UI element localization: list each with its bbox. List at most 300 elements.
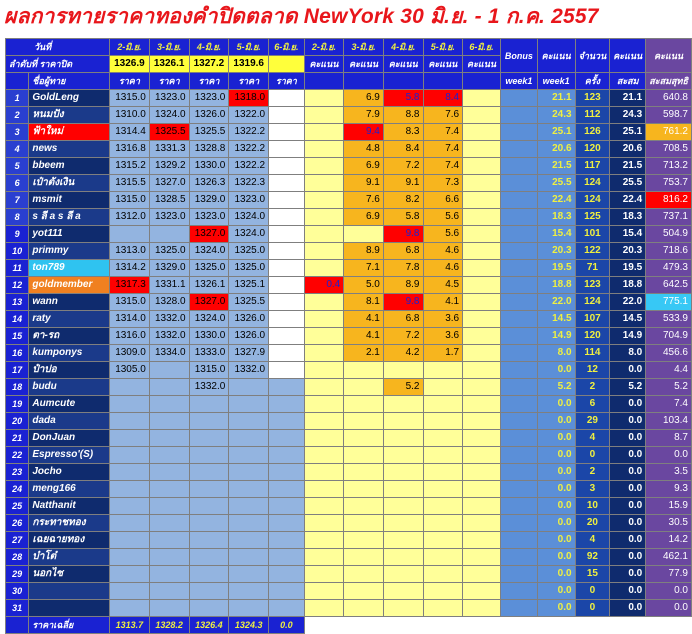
score-cell: [383, 430, 423, 447]
score-cell: [423, 600, 463, 617]
date-header: 6-มิ.ย.: [269, 39, 305, 56]
price-cell: 1330.0: [189, 328, 229, 345]
average-value: 1313.7: [110, 617, 150, 634]
accum-cell: 25.1: [610, 124, 646, 141]
score-cell: [304, 583, 344, 600]
price-cell: [269, 124, 305, 141]
score-cell: 0.4: [304, 277, 344, 294]
player-name: นอกไซ: [29, 566, 110, 583]
week-score-cell: 18.8: [537, 277, 575, 294]
accum-cell: 0.0: [610, 362, 646, 379]
price-cell: [189, 498, 229, 515]
total-cell: 504.9: [646, 226, 692, 243]
score-cell: [344, 464, 384, 481]
count-cell: 124: [575, 294, 610, 311]
price-cell: [229, 396, 269, 413]
player-row: [6, 192, 692, 209]
player-row: [6, 396, 692, 413]
price-cell: 1328.0: [149, 294, 189, 311]
price-cell: 1323.0: [189, 209, 229, 226]
score-cell: [344, 583, 384, 600]
closing-price: [269, 56, 305, 73]
price-cell: 1328.5: [149, 192, 189, 209]
score-cell: [463, 260, 501, 277]
price-cell: [229, 379, 269, 396]
score-cell: [304, 549, 344, 566]
player-row: [6, 345, 692, 362]
bonus-cell: [500, 515, 537, 532]
price-cell: 1322.2: [229, 158, 269, 175]
score-cell: [304, 413, 344, 430]
accum-cell: 15.4: [610, 226, 646, 243]
price-cell: [110, 583, 150, 600]
player-name: เฉยฉายทอง: [29, 532, 110, 549]
total-cell: 0.0: [646, 600, 692, 617]
price-cell: [149, 532, 189, 549]
price-sub-header: ราคา: [149, 73, 189, 90]
accum-cell: 14.9: [610, 328, 646, 345]
price-cell: 1314.4: [110, 124, 150, 141]
price-cell: 1327.0: [149, 175, 189, 192]
price-cell: [269, 447, 305, 464]
price-cell: [110, 532, 150, 549]
score-cell: [463, 90, 501, 107]
score-cell: 8.4: [423, 90, 463, 107]
total-cell: 8.7: [646, 430, 692, 447]
count-cell: 10: [575, 498, 610, 515]
total-cell: 103.4: [646, 413, 692, 430]
score-cell: 1.7: [423, 345, 463, 362]
player-row: [6, 430, 692, 447]
total-cell: 737.1: [646, 209, 692, 226]
score-cell: [304, 532, 344, 549]
price-cell: [110, 430, 150, 447]
score-sub-header: คะแนน: [344, 56, 384, 73]
score-cell: [304, 243, 344, 260]
score-cell: [304, 515, 344, 532]
row-number: 7: [6, 192, 29, 209]
player-row: [6, 362, 692, 379]
player-name: หนมปัง: [29, 107, 110, 124]
score-cell: [304, 464, 344, 481]
price-cell: [149, 498, 189, 515]
accum-cell: 0.0: [610, 430, 646, 447]
player-row: [6, 141, 692, 158]
score-cell: 7.6: [344, 192, 384, 209]
price-cell: [149, 515, 189, 532]
score-cell: [463, 600, 501, 617]
score-cell: [304, 345, 344, 362]
score-cell: [344, 226, 384, 243]
price-cell: 1325.5: [149, 124, 189, 141]
bonus-cell: [500, 311, 537, 328]
score-sub-header: คะแนน: [463, 56, 501, 73]
count-cell: 92: [575, 549, 610, 566]
row-number: 28: [6, 549, 29, 566]
week-score-cell: 0.0: [537, 549, 575, 566]
bonus-cell: [500, 277, 537, 294]
accum-cell: 0.0: [610, 566, 646, 583]
score-cell: 7.2: [383, 328, 423, 345]
score-cell: [423, 583, 463, 600]
week-score-cell: 24.3: [537, 107, 575, 124]
price-cell: [269, 362, 305, 379]
week-score-cell: 0.0: [537, 447, 575, 464]
score-cell: [344, 396, 384, 413]
count-cell: 2: [575, 464, 610, 481]
score-cell: [463, 345, 501, 362]
score-cell: [383, 532, 423, 549]
player-name: กระทาชทอง: [29, 515, 110, 532]
bonus-cell: [500, 243, 537, 260]
price-cell: 1324.0: [229, 226, 269, 243]
accum-cell: 22.4: [610, 192, 646, 209]
score-cell: [463, 175, 501, 192]
accum-cell: 0.0: [610, 600, 646, 617]
week-score-cell: 18.3: [537, 209, 575, 226]
week-score-cell: 21.5: [537, 158, 575, 175]
price-cell: [110, 481, 150, 498]
count-cell: 0: [575, 583, 610, 600]
total-cell: 456.6: [646, 345, 692, 362]
score-cell: 6.8: [383, 243, 423, 260]
row-number: 21: [6, 430, 29, 447]
score-cell: [463, 209, 501, 226]
score-cell: 6.6: [423, 192, 463, 209]
price-cell: 1322.2: [229, 141, 269, 158]
bonus-cell: [500, 413, 537, 430]
accum-header: คะแนน: [610, 39, 646, 73]
row-number: 1: [6, 90, 29, 107]
accum-cell: 0.0: [610, 447, 646, 464]
score-cell: 4.2: [383, 345, 423, 362]
bonus-cell: [500, 328, 537, 345]
bonus-cell: [500, 481, 537, 498]
player-row: [6, 532, 692, 549]
price-cell: [269, 141, 305, 158]
total-cell: 5.2: [646, 379, 692, 396]
price-cell: 1326.0: [229, 328, 269, 345]
row-number: 25: [6, 498, 29, 515]
price-sub-header: ราคา: [189, 73, 229, 90]
date-header: 3-มิ.ย.: [344, 39, 384, 56]
score-cell: [463, 464, 501, 481]
score-cell: [304, 226, 344, 243]
count-cell: 123: [575, 277, 610, 294]
player-name: ตา-รถ: [29, 328, 110, 345]
score-cell: 8.9: [383, 277, 423, 294]
score-cell: [304, 107, 344, 124]
accum-cell: 25.5: [610, 175, 646, 192]
price-cell: 1325.0: [189, 260, 229, 277]
player-name: raty: [29, 311, 110, 328]
blank: [463, 73, 501, 90]
score-cell: [304, 498, 344, 515]
player-name: ฟ้าใหม่: [29, 124, 110, 141]
price-cell: 1315.0: [110, 294, 150, 311]
score-cell: [463, 396, 501, 413]
price-cell: [110, 379, 150, 396]
week-score-cell: 25.5: [537, 175, 575, 192]
price-cell: [229, 430, 269, 447]
score-sub-header: คะแนน: [423, 56, 463, 73]
total-header: คะแนน: [646, 39, 692, 73]
price-cell: [229, 481, 269, 498]
score-cell: [304, 430, 344, 447]
price-cell: [110, 226, 150, 243]
bonus-cell: [500, 175, 537, 192]
player-row: [6, 583, 692, 600]
player-row: [6, 243, 692, 260]
blank: [6, 617, 29, 634]
price-cell: [189, 549, 229, 566]
score-cell: [383, 515, 423, 532]
count-cell: 124: [575, 175, 610, 192]
count-cell: 101: [575, 226, 610, 243]
week-score-cell: 8.0: [537, 345, 575, 362]
price-cell: [229, 447, 269, 464]
date-header: 4-มิ.ย.: [189, 39, 229, 56]
week-score-cell: 0.0: [537, 464, 575, 481]
score-cell: 4.6: [423, 260, 463, 277]
score-cell: [304, 362, 344, 379]
row-number: 2: [6, 107, 29, 124]
price-cell: [149, 379, 189, 396]
price-cell: [229, 549, 269, 566]
score-cell: [344, 481, 384, 498]
total-cell: 9.3: [646, 481, 692, 498]
price-cell: [269, 583, 305, 600]
price-cell: 1315.5: [110, 175, 150, 192]
score-cell: 4.8: [344, 141, 384, 158]
price-cell: [149, 583, 189, 600]
accum-cell: 0.0: [610, 549, 646, 566]
price-cell: [110, 413, 150, 430]
price-cell: 1329.2: [149, 158, 189, 175]
score-cell: [463, 498, 501, 515]
row-number: 11: [6, 260, 29, 277]
player-name: ป๋าปอ: [29, 362, 110, 379]
score-cell: 6.9: [344, 158, 384, 175]
price-cell: [269, 294, 305, 311]
bonus-cell: [500, 583, 537, 600]
date-header: 2-มิ.ย.: [304, 39, 344, 56]
total-cell: 642.5: [646, 277, 692, 294]
score-cell: [423, 447, 463, 464]
count-cell: 71: [575, 260, 610, 277]
price-cell: [269, 192, 305, 209]
date-header: 3-มิ.ย.: [149, 39, 189, 56]
price-cell: 1322.0: [229, 107, 269, 124]
score-cell: [423, 515, 463, 532]
price-cell: 1323.0: [229, 192, 269, 209]
price-cell: [269, 498, 305, 515]
week-score-cell: 19.5: [537, 260, 575, 277]
player-name: dada: [29, 413, 110, 430]
score-cell: [304, 124, 344, 141]
accum-cell: 0.0: [610, 413, 646, 430]
results-table: [5, 38, 692, 634]
total-cell: 816.2: [646, 192, 692, 209]
accum-cell: 5.2: [610, 379, 646, 396]
price-cell: 1309.0: [110, 345, 150, 362]
price-cell: 1327.9: [229, 345, 269, 362]
count-cell: 0: [575, 600, 610, 617]
bonus-cell: [500, 430, 537, 447]
player-name: Jocho: [29, 464, 110, 481]
row-number: 9: [6, 226, 29, 243]
price-cell: [110, 549, 150, 566]
bonus-cell: [500, 498, 537, 515]
player-row: [6, 413, 692, 430]
score-cell: [304, 158, 344, 175]
price-cell: [269, 481, 305, 498]
total-cell: 4.4: [646, 362, 692, 379]
player-name: GoldLeng: [29, 90, 110, 107]
row-number: 22: [6, 447, 29, 464]
closing-price: 1327.2: [189, 56, 229, 73]
price-cell: 1323.0: [149, 209, 189, 226]
price-cell: [189, 566, 229, 583]
price-cell: [149, 226, 189, 243]
week-score-cell: 15.4: [537, 226, 575, 243]
week-score-cell: 0.0: [537, 362, 575, 379]
score-cell: [304, 260, 344, 277]
player-row: [6, 549, 692, 566]
accum-cell: 0.0: [610, 498, 646, 515]
price-cell: [269, 600, 305, 617]
price-cell: [269, 532, 305, 549]
total-cell: 30.5: [646, 515, 692, 532]
score-cell: [423, 379, 463, 396]
total-cell: 708.5: [646, 141, 692, 158]
accum-cell: 0.0: [610, 396, 646, 413]
player-row: [6, 107, 692, 124]
score-cell: 2.1: [344, 345, 384, 362]
score-cell: [344, 566, 384, 583]
accum-cell: 14.5: [610, 311, 646, 328]
price-cell: 1315.0: [189, 362, 229, 379]
price-cell: [269, 107, 305, 124]
count-cell: 4: [575, 532, 610, 549]
score-cell: [423, 532, 463, 549]
count-cell: 120: [575, 141, 610, 158]
row-number: 15: [6, 328, 29, 345]
score-cell: [463, 515, 501, 532]
count-cell: 20: [575, 515, 610, 532]
date-label: วันที่: [6, 39, 110, 56]
player-name: บ๋าโต๋: [29, 549, 110, 566]
player-row: [6, 515, 692, 532]
price-cell: [269, 379, 305, 396]
score-cell: [423, 566, 463, 583]
count-cell: 126: [575, 124, 610, 141]
week-score-cell: 0.0: [537, 413, 575, 430]
count-cell: 2: [575, 379, 610, 396]
player-name: [29, 600, 110, 617]
score-cell: 6.8: [383, 311, 423, 328]
score-cell: 8.1: [344, 294, 384, 311]
score-cell: 4.1: [423, 294, 463, 311]
score-cell: [423, 464, 463, 481]
score-cell: [344, 498, 384, 515]
player-row: [6, 209, 692, 226]
accum-cell: 0.0: [610, 481, 646, 498]
price-cell: [149, 600, 189, 617]
price-cell: 1331.3: [149, 141, 189, 158]
price-cell: [269, 566, 305, 583]
score-cell: 3.6: [423, 311, 463, 328]
score-cell: [463, 243, 501, 260]
bonus-cell: [500, 226, 537, 243]
total-cell: 753.7: [646, 175, 692, 192]
price-cell: [269, 396, 305, 413]
row-number: 4: [6, 141, 29, 158]
score-cell: [463, 379, 501, 396]
price-cell: 1331.1: [149, 277, 189, 294]
average-label: ราคาเฉลี่ย: [29, 617, 110, 634]
price-cell: [229, 498, 269, 515]
week-score-cell: 0.0: [537, 583, 575, 600]
row-number: 23: [6, 464, 29, 481]
price-sub-header: ราคา: [110, 73, 150, 90]
week-score-cell: 22.4: [537, 192, 575, 209]
price-cell: 1325.5: [229, 294, 269, 311]
price-cell: [149, 566, 189, 583]
score-cell: [304, 396, 344, 413]
week-score-cell: 0.0: [537, 430, 575, 447]
score-cell: [463, 549, 501, 566]
price-cell: 1327.0: [189, 226, 229, 243]
accum-sub-label: สะสม: [610, 73, 646, 90]
score-cell: 9.1: [344, 175, 384, 192]
row-number: 17: [6, 362, 29, 379]
week-score-cell: 0.0: [537, 532, 575, 549]
price-cell: 1324.0: [229, 209, 269, 226]
player-row: [6, 328, 692, 345]
score-cell: 7.2: [383, 158, 423, 175]
player-row: [6, 124, 692, 141]
player-row: [6, 277, 692, 294]
accum-cell: 18.3: [610, 209, 646, 226]
closing-price: 1319.6: [229, 56, 269, 73]
price-cell: [189, 464, 229, 481]
player-label: ชื่อผู้ทาย: [29, 73, 110, 90]
player-row: [6, 294, 692, 311]
total-sub-label: สะสมสุทธิ: [646, 73, 692, 90]
score-cell: [383, 549, 423, 566]
player-name: primmy: [29, 243, 110, 260]
price-cell: [189, 413, 229, 430]
week-score-cell: 20.6: [537, 141, 575, 158]
row-number: 27: [6, 532, 29, 549]
player-row: [6, 481, 692, 498]
score-cell: 4.1: [344, 311, 384, 328]
date-header: 4-มิ.ย.: [383, 39, 423, 56]
header-row-dates: [6, 39, 692, 56]
row-number: 13: [6, 294, 29, 311]
average-value: 1324.3: [229, 617, 269, 634]
player-row: [6, 175, 692, 192]
score-cell: [463, 226, 501, 243]
bonus-cell: [500, 107, 537, 124]
price-cell: 1310.0: [110, 107, 150, 124]
accum-cell: 0.0: [610, 532, 646, 549]
score-cell: [344, 447, 384, 464]
price-cell: [149, 464, 189, 481]
score-cell: 5.2: [383, 379, 423, 396]
row-number: 19: [6, 396, 29, 413]
